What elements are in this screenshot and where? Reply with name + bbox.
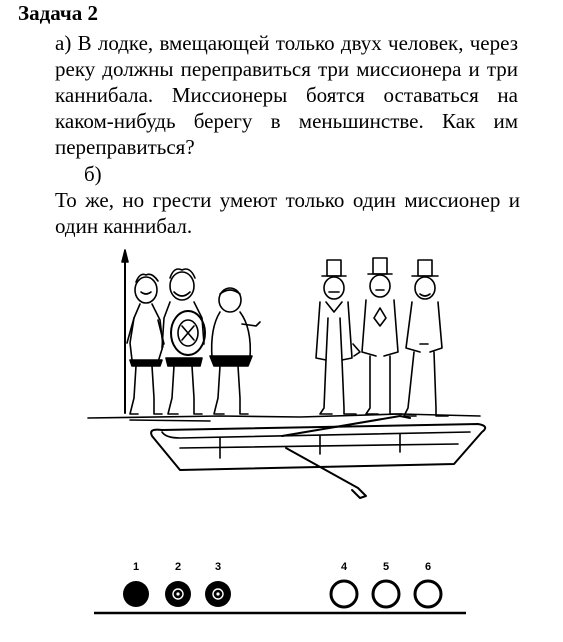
missionary-figure-1: [316, 260, 360, 414]
shore-line-2: [130, 420, 210, 421]
part-b-text: То же, но грести умеют только один миссионер и один каннибал.: [55, 188, 520, 238]
cannibal-figure-1: [127, 274, 164, 414]
circle-label-6: 6: [424, 561, 432, 573]
circle-3: [205, 581, 231, 607]
shore-line: [88, 414, 480, 418]
circle-label-1: 1: [132, 561, 140, 573]
part-a-text: а) В лодке, вмещающей только двух человек, через реку должны переправиться три миссионера и три каннибала. Миссионеры боятся оставаться на каком-нибудь берегу в меньшинстве. Как им переправиться?: [55, 31, 518, 159]
shield-icon: [171, 311, 205, 355]
circle-6: [415, 581, 441, 607]
circle-label-4: 4: [340, 561, 348, 573]
cannibal-figure-3: [210, 288, 260, 414]
boat-icon: [151, 416, 485, 498]
circle-4: [331, 581, 357, 607]
cannibal-figure-2: [162, 269, 205, 414]
circle-label-2: 2: [174, 561, 182, 573]
circle-1: [123, 581, 149, 607]
missionary-figure-3: [404, 260, 448, 416]
circle-label-3: 3: [214, 561, 222, 573]
task-title: Задача 2: [18, 1, 98, 25]
circle-label-5: 5: [382, 561, 390, 573]
river-crossing-illustration: [70, 248, 510, 508]
circle-5: [373, 581, 399, 607]
part-b-label: б): [84, 162, 102, 186]
circle-2: [165, 581, 191, 607]
circles-diagram: [90, 558, 470, 620]
missionary-figure-2: [362, 258, 402, 414]
spear-icon: [122, 250, 128, 413]
